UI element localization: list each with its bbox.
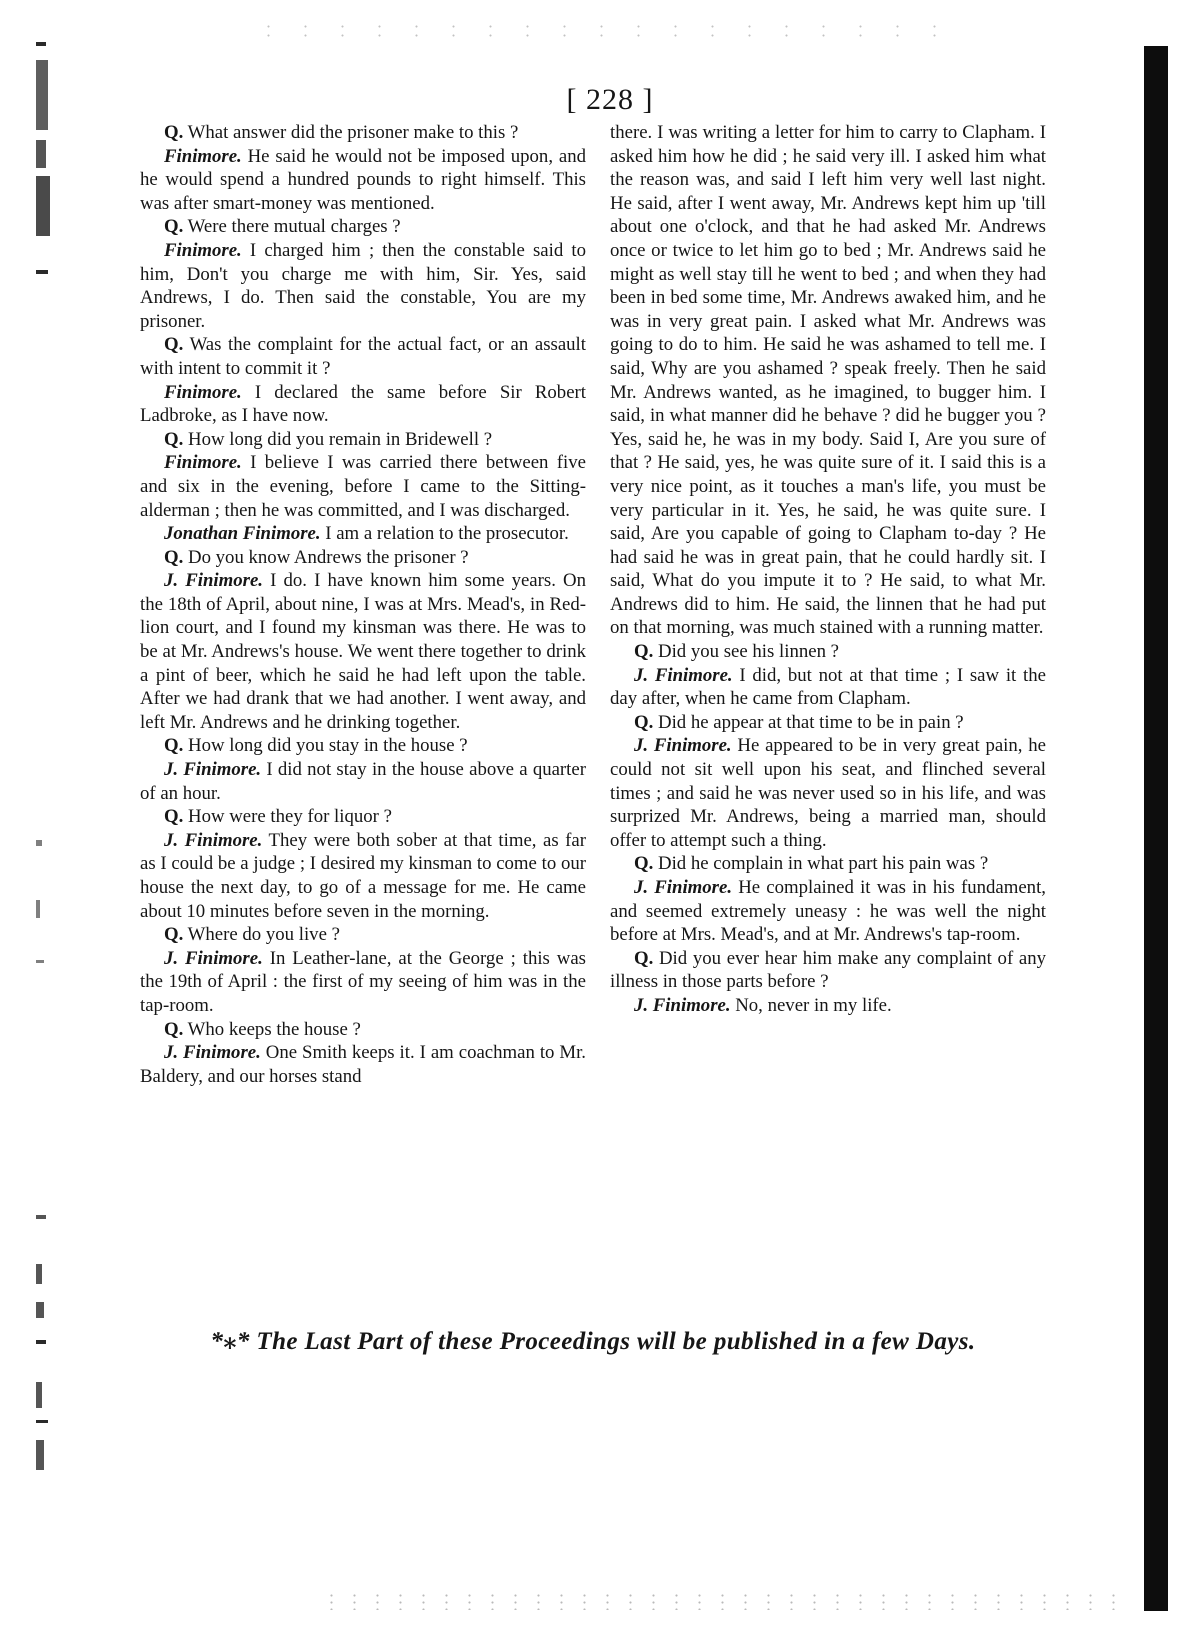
scan-noise-top [250,22,950,42]
scan-noise-bottom [320,1592,1120,1610]
speaker-name: Finimore. [164,381,242,403]
paragraph [140,428,586,452]
speaker-name: J. Finimore. [164,1042,261,1064]
paragraph [140,758,586,805]
paragraph-text: Where do you live ? [183,924,340,946]
paragraph-text: I did not stay in the house above a quarter of an hour. [140,759,586,804]
speaker-name: J. Finimore. [164,570,263,592]
question-marker: Q. [634,947,654,969]
paragraph [140,569,586,734]
paragraph-text: He complained it was in his fundament, and seemed extremely uneasy : he was well the night before at Mrs. Mead's, and at Mr. Andrews's tap-room. [610,877,1046,946]
question-marker: Q. [164,806,184,828]
speaker-name: J. Finimore. [634,877,733,898]
question-marker: Q. [164,924,184,946]
paragraph-text: He said he would not be imposed upon, and he would spend a hundred pounds to right himself. This was after smart-money was mentioned. [140,145,586,214]
speaker-name: J. Finimore. [634,994,731,1016]
paragraph-text: What answer did the prisoner make to this ? [183,122,519,143]
paragraph-text: Who keeps the house ? [183,1018,361,1040]
question-marker: Q. [634,711,654,733]
footer-notice: *⁎* The Last Part of these Proceedings will be published in a few Days. [210,1328,976,1355]
speaker-name: Finimore. [164,452,242,474]
right-column [610,121,1046,1018]
question-marker: Q. [164,428,184,450]
paragraph-text: How long did you stay in the house ? [183,735,468,757]
paragraph-text: Did you ever hear him make any complaint of any illness in those parts before ? [610,947,1046,993]
paragraph-text: I did, but not at that time ; I saw it the day after, when he came from Clapham. [610,664,1046,710]
paragraph [140,522,586,546]
paragraph-text: Were there mutual charges ? [183,216,401,238]
paragraph-text: How long did you remain in Bridewell ? [183,428,493,450]
paragraph-text: I charged him ; then the constable said to him, Don't you charge me with him, Sir. Yes, said Andrews, I do. Then said the constable, You are my prisoner. [140,239,586,332]
question-marker: Q. [164,1018,184,1040]
speaker-name: J. Finimore. [164,759,262,781]
paragraph-text: Do you know Andrews the prisoner ? [183,546,469,568]
paragraph [140,1041,586,1088]
paragraph [140,1018,586,1042]
speaker-name: Finimore. [164,239,242,261]
paragraph [140,805,586,829]
question-marker: Q. [634,641,654,663]
paragraph-text: How were they for liquor ? [183,806,392,828]
paragraph [140,947,586,1018]
question-marker: Q. [164,334,184,356]
paragraph [610,876,1046,947]
paragraph-text: Did he complain in what part his pain was ? [653,853,989,875]
paragraph [140,381,586,428]
paragraph-text: He appeared to be in very great pain, he could not sit well upon his seat, and flinched several times ; and said he was never used so in his life, and was surprized Mr. Andrews, being a married man, should offer to attempt such a thing. [610,735,1046,851]
paragraph-text: there. I was writing a letter for him to carry to Clapham. I asked him how he did ; he said very ill. I asked him what the reason was, and said I left him very well last night. He said, after I went away, Mr. Andrews kept him up 'till about one o'clock, and that he had asked Mr. Andrews once or twice to let him go to bed ; Mr. Andrews said he might as well stay till he went to bed ; and when they had been in bed some time, Mr. Andrews awaked him, and he was in very great pain. I asked what Mr. Andrews was going to do to him. He said he was ashamed to tell me. I said, Why are you ashamed ? speak freely. Then he said Mr. Andrews wanted, as he imagined, to bugger him. I said, in what manner did he behave ? did he bugger you ? Yes, said he, he was in my body. Said I, Are you sure of that ? He said, yes, he was quite sure of it. I said this is a very nice point, as it touches a man's life, you must be very particular in it. Yes, he said, he was quite sure. I said, Are you capable of going to Clapham to-day ? He had said he was in great pain, that he could hardly sit. I said, What do you impute it to ? He said, to what Mr. Andrews did to him. He said, the linnen that he had put on that morning, was much stained with a running matter. [610,122,1046,639]
speaker-name: Jonathan Finimore. [164,523,321,545]
paragraph [140,145,586,216]
paragraph [610,640,1046,664]
question-marker: Q. [164,546,184,568]
paragraph-text: No, never in my life. [730,994,892,1016]
paragraph [140,239,586,333]
paragraph [140,121,586,145]
page-number: [ 228 ] [566,83,654,116]
paragraph [140,451,586,522]
paragraph [610,994,1046,1018]
question-marker: Q. [634,853,654,875]
paragraph-text: I declared the same before Sir Robert Ladbroke, as I have now. [140,381,586,427]
paragraph [610,121,1046,640]
paragraph [140,923,586,947]
paragraph-text: I do. I have known him some years. On the 18th of April, about nine, I was at Mrs. Mead's, in Red-lion court, and I found my kinsman was there. He was to be at Mr. Andrews's house. We went there together to drink a pint of beer, which he said he had left upon the table. After we had drank that we had another. I went away, and left Mr. Andrews and he drinking together. [140,570,586,733]
speaker-name: J. Finimore. [164,829,263,851]
paragraph [140,546,586,570]
scan-binding-edge [1144,46,1168,1611]
paragraph-text: In Leather-lane, at the George ; this was the 19th of April : the first of my seeing of him was in the tap-room. [140,947,586,1016]
paragraph [140,333,586,380]
left-column [140,121,586,1088]
paragraph [610,947,1046,994]
paragraph [610,734,1046,852]
question-marker: Q. [164,735,184,757]
paragraph-text: Did you see his linnen ? [653,641,840,663]
paragraph [140,829,586,923]
paragraph-text: I am a relation to the prosecutor. [320,523,569,545]
binding-margin-marks [36,40,58,1540]
paragraph-text: They were both sober at that time, as far as I could be a judge ; I desired my kinsman to come to our house the next day, to go of a message for me. He came about 10 minutes before seven in the morning. [140,829,586,922]
speaker-name: Finimore. [164,145,242,167]
paragraph-text: I believe I was carried there between five and six in the evening, before I came to the Sitting-alderman ; then he was committed, and I was discharged. [140,452,586,521]
question-marker: Q. [164,216,184,238]
paragraph [610,852,1046,876]
question-marker: Q. [164,122,184,143]
paragraph-text: Did he appear at that time to be in pain ? [653,711,964,733]
speaker-name: J. Finimore. [634,735,732,757]
paragraph [610,664,1046,711]
paragraph [610,711,1046,735]
paragraph [140,215,586,239]
speaker-name: J. Finimore. [164,947,263,969]
paragraph [140,734,586,758]
paragraph-text: Was the complaint for the actual fact, or an assault with intent to commit it ? [140,334,586,379]
speaker-name: J. Finimore. [634,664,733,686]
paragraph-text: One Smith keeps it. I am coachman to Mr. Baldery, and our horses stand [140,1042,586,1087]
